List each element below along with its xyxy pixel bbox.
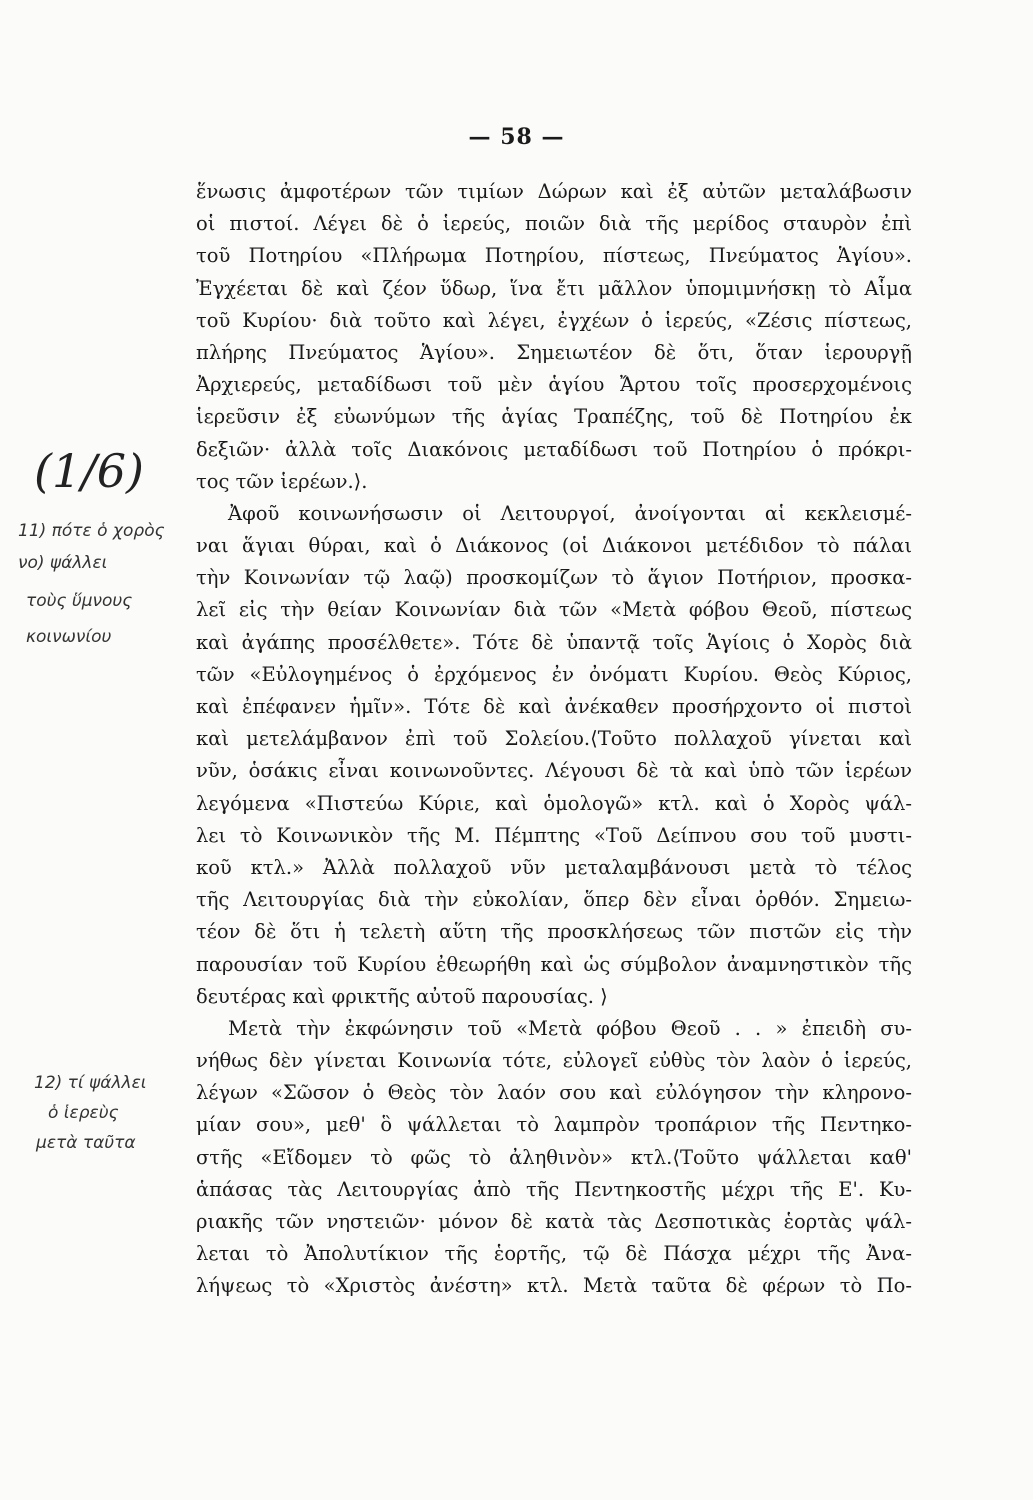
text-line: λήψεως τὸ «Χριστὸς ἀνέστη» κτλ. Μετὰ ταῦτα δὲ φέρων τὸ Πο- xyxy=(196,1274,912,1298)
text-line: οἱ πιστοί. Λέγει δὲ ὁ ἱερεύς, ποιῶν διὰ τῆς μερίδος σταυρὸν ἐπὶ xyxy=(196,212,912,236)
text-line: λεγόμενα «Πιστεύω Κύριε, καὶ ὁμολογῶ» κτλ. καὶ ὁ Χορὸς ψάλ- xyxy=(196,791,912,815)
text-line: τέον δὲ ὅτι ἡ τελετὴ αὕτη τῆς προσκλήσεως τῶν πιστῶν εἰς τὴν xyxy=(196,920,912,944)
text-line: λεται τὸ Ἀπολυτίκιον τῆς ἑορτῆς, τῷ δὲ Πάσχα μέχρι τῆς Ἀνα- xyxy=(196,1242,912,1266)
handwritten-bracket-mark: (1/6) xyxy=(34,444,144,498)
text-line: Ἐγχέεται δὲ καὶ ζέον ὕδωρ, ἵνα ἔτι μᾶλλον ὑπομιμνήσκῃ τὸ Αἷμα xyxy=(196,276,912,300)
text-line: λει τὸ Κοινωνικὸν τῆς Μ. Πέμπτης «Τοῦ Δείπνου σου τοῦ μυστι- xyxy=(196,823,912,847)
text-line: ἁπάσας τὰς Λειτουργίας ἀπὸ τῆς Πεντηκοστῆς μέχρι τῆς Ε'. Κυ- xyxy=(196,1177,912,1201)
text-line: λέγων «Σῶσον ὁ Θεὸς τὸν λαόν σου καὶ εὐλόγησον τὴν κληρονο- xyxy=(196,1081,912,1105)
text-line: πλήρης Πνεύματος Ἁγίου». Σημειωτέον δὲ ὅτι, ὅταν ἱερουργῇ xyxy=(196,340,912,364)
text-line: καὶ μετελάμβανον ἐπὶ τοῦ Σολείου.⟨Τοῦτο πολλαχοῦ γίνεται καὶ xyxy=(196,727,912,751)
margin-note: μετὰ ταῦτα xyxy=(36,1133,136,1153)
paragraph-start-line: Μετὰ τὴν ἐκφώνησιν τοῦ «Μετὰ φόβου Θεοῦ . . » ἐπειδὴ συ- xyxy=(228,1016,912,1040)
margin-note: 12) τί ψάλλει xyxy=(34,1073,147,1093)
text-line: τοῦ Ποτηρίου «Πλήρωμα Ποτηρίου, πίστεως, Πνεύματος Ἁγίου». xyxy=(196,244,912,268)
text-line: παρουσίαν τοῦ Κυρίου ἐθεωρήθη καὶ ὡς σύμβολον ἀναμνηστικὸν τῆς xyxy=(196,952,912,976)
margin-note: κοινωνίου xyxy=(26,627,112,647)
text-line: ἱερεῦσιν ἐξ εὐωνύμων τῆς ἁγίας Τραπέζης, τοῦ δὲ Ποτηρίου ἐκ xyxy=(196,405,912,429)
text-line: ἕνωσις ἀμφοτέρων τῶν τιμίων Δώρων καὶ ἐξ αὐτῶν μεταλάβωσιν xyxy=(196,180,912,203)
text-line: τὴν Κοινωνίαν τῷ λαῷ) προσκομίζων τὸ ἅγιον Ποτήριον, προσκα- xyxy=(196,566,912,590)
text-line: δευτέρας καὶ φρικτῆς αὐτοῦ παρουσίας. ⟩ xyxy=(196,984,608,1008)
text-line: Ἀρχιερεύς, μεταδίδωσι τοῦ μὲν ἁγίου Ἄρτου τοῖς προσερχομένοις xyxy=(196,373,912,397)
page-number: — 58 — xyxy=(468,124,565,150)
text-line: ριακῆς τῶν νηστειῶν· μόνον δὲ κατὰ τὰς Δεσποτικὰς ἑορτὰς ψάλ- xyxy=(196,1210,912,1233)
text-line: κοῦ κτλ.» Ἀλλὰ πολλαχοῦ νῦν μεταλαμβάνουσι μετὰ τὸ τέλος xyxy=(196,855,912,879)
text-line: λεῖ εἰς τὴν θείαν Κοινωνίαν διὰ τῶν «Μετὰ φόβου Θεοῦ, πίστεως xyxy=(196,598,912,622)
text-line: μίαν σου», μεθ' ὃ ψάλλεται τὸ λαμπρὸν τροπάριον τῆς Πεντηκο- xyxy=(196,1113,912,1137)
body-text xyxy=(196,176,912,1303)
margin-note: 11) πότε ὁ χορὸς xyxy=(18,521,165,541)
text-line: νήθως δὲν γίνεται Κοινωνία τότε, εὐλογεῖ εὐθὺς τὸν λαὸν ὁ ἱερεύς, xyxy=(196,1049,912,1073)
text-line: στῆς «Εἴδομεν τὸ φῶς τὸ ἀληθινὸν» κτλ.⟨Τοῦτο ψάλλεται καθ' xyxy=(196,1145,912,1169)
text-line: νῦν, ὁσάκις εἶναι κοινωνοῦντες. Λέγουσι δὲ τὰ καὶ ὑπὸ τῶν ἱερέων xyxy=(196,759,912,783)
text-line: καὶ ἀγάπης προσέλθετε». Τότε δὲ ὑπαντᾷ τοῖς Ἁγίοις ὁ Χορὸς διὰ xyxy=(196,630,912,654)
text-line: δεξιῶν· ἀλλὰ τοῖς Διακόνοις μεταδίδωσι τοῦ Ποτηρίου ὁ πρόκρι- xyxy=(196,437,912,461)
text-line: τῶν «Εὐλογημένος ὁ ἐρχόμενος ἐν ὀνόματι Κυρίου. Θεὸς Κύριος, xyxy=(196,662,912,686)
text-line: τοῦ Κυρίου· διὰ τοῦτο καὶ λέγει, ἐγχέων ὁ ἱερεύς, «Ζέσις πίστεως, xyxy=(196,308,912,332)
text-line: τῆς Λειτουργίας διὰ τὴν εὐκολίαν, ὅπερ δὲν εἶναι ὀρθόν. Σημειω- xyxy=(196,888,912,912)
margin-note: ὁ ἱερεὺς xyxy=(48,1103,119,1123)
text-line: καὶ ἐπέφανεν ἡμῖν». Τότε δὲ καὶ ἀνέκαθεν προσήρχοντο οἱ πιστοὶ xyxy=(196,695,912,718)
text-line: ναι ἅγιαι θύραι, καὶ ὁ Διάκονος (οἱ Διάκονοι μετέδιδον τὸ πάλαι xyxy=(196,534,912,558)
text-line: τος τῶν ἱερέων.⟩. xyxy=(196,469,368,493)
paragraph-start-line: Ἀφοῦ κοινωνήσωσιν οἱ Λειτουργοί, ἀνοίγονται αἱ κεκλεισμέ- xyxy=(228,501,912,525)
margin-note: νο) ψάλλει xyxy=(18,553,108,573)
margin-note: τοὺς ὕμνους xyxy=(26,591,133,611)
